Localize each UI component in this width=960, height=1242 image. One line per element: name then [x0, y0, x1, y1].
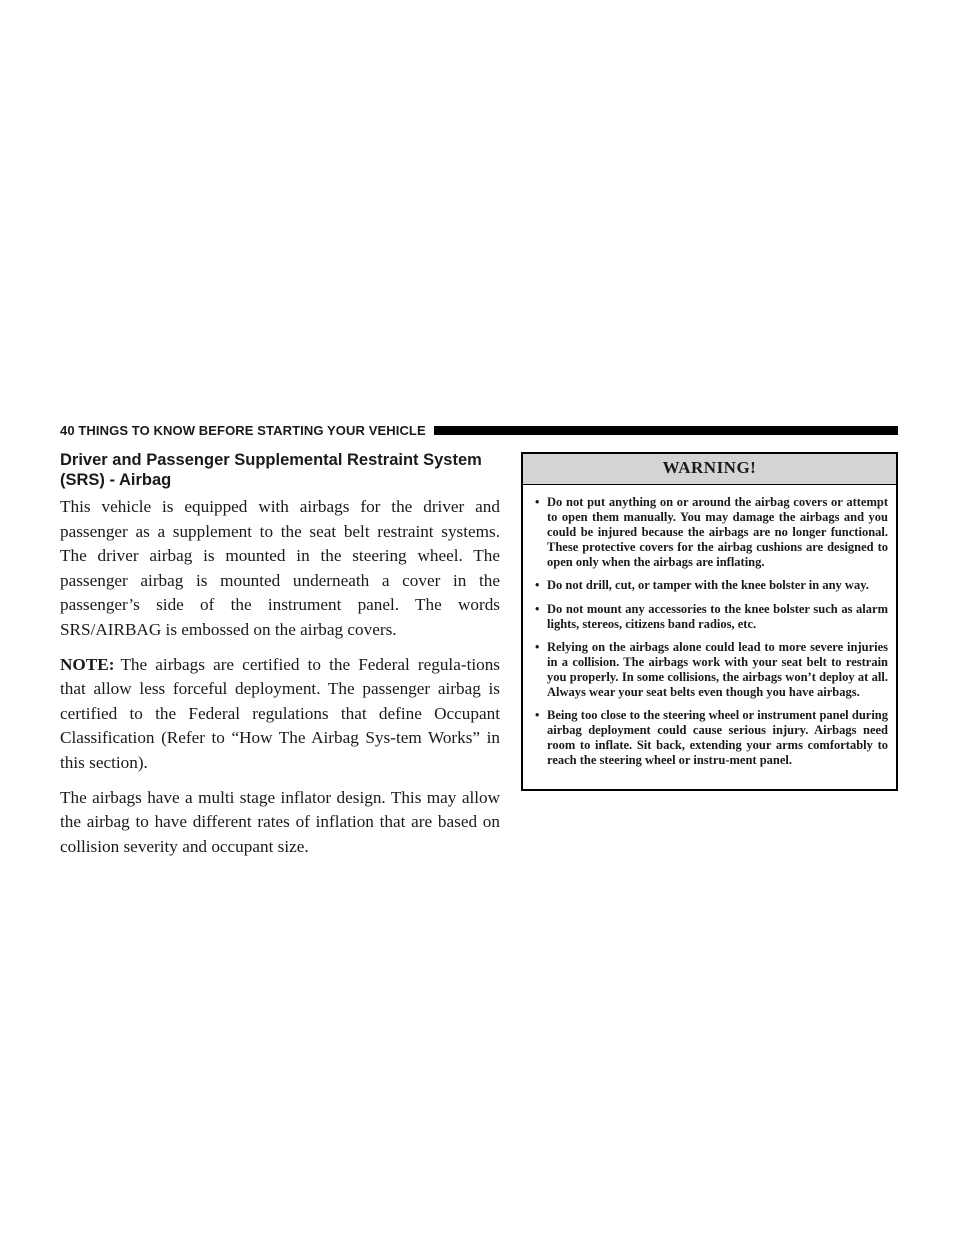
warning-item-text: Do not drill, cut, or tamper with the knee bolster in any way. — [547, 578, 869, 593]
warning-list — [523, 485, 896, 769]
warning-item-text: Do not put anything on or around the airbag covers or attempt to open them manually. You may damage the airbags and you could be injured because the airbags are no longer functional. These protective covers for the airbag cushions are designed to open only when the airbags are inflating. — [547, 495, 888, 570]
bullet-icon: • — [535, 601, 540, 616]
warning-item — [535, 495, 888, 570]
warning-box — [521, 452, 898, 791]
warning-item-text: Relying on the airbags alone could lead to more severe injuries in a collision. The airbags work with your seat belt to restrain you properly. In some collisions, the airbags won’t deploy at all. Always wear your seat belts even though you have airbags. — [547, 639, 888, 700]
header-rule — [434, 426, 898, 435]
warning-title: WARNING! — [523, 454, 896, 485]
warning-item — [535, 708, 888, 768]
warning-item — [535, 640, 888, 700]
bullet-icon: • — [535, 708, 540, 723]
inflator-paragraph: The airbags have a multi stage inflator design. This may allow the airbag to have different rates of inflation that are based on collision severity and occupant size. — [60, 787, 500, 856]
warning-item-text: Do not mount any accessories to the knee bolster such as alarm lights, stereos, citizens band radios, etc. — [547, 601, 888, 631]
note-text: The airbags are certified to the Federal regula-tions that allow less forceful deployment. The passenger airbag is certified to the Federal regulations that define Occupant Classification (Refer to “How The Airbag Sys-tem Works” in this section). — [60, 654, 500, 772]
page-header — [60, 420, 898, 440]
warning-item — [535, 602, 888, 632]
note-paragraph — [60, 653, 500, 776]
page-header-text: 40 THINGS TO KNOW BEFORE STARTING YOUR VEHICLE — [60, 422, 426, 438]
note-label: NOTE: — [60, 654, 115, 674]
bullet-icon: • — [535, 578, 540, 593]
warning-item — [535, 578, 888, 593]
main-column — [60, 450, 500, 869]
bullet-icon: • — [535, 639, 540, 654]
intro-paragraph: This vehicle is equipped with airbags for the driver and passenger as a supplement to the seat belt restraint systems. The driver airbag is mounted in the steering wheel. The passenger airbag is mounted underneath a cover in the passenger’s side of the instrument panel. The words SRS/AIRBAG is embossed on the airbag covers. — [60, 497, 500, 639]
warning-item-text: Being too close to the steering wheel or instrument panel during airbag deployment could cause serious injury. Airbags need room to inflate. Sit back, extending your arms comfortably to reach the steering wheel or instru-ment panel. — [547, 708, 888, 768]
section-heading: Driver and Passenger Supplemental Restraint System (SRS) - Airbag — [60, 451, 482, 489]
bullet-icon: • — [535, 495, 540, 509]
